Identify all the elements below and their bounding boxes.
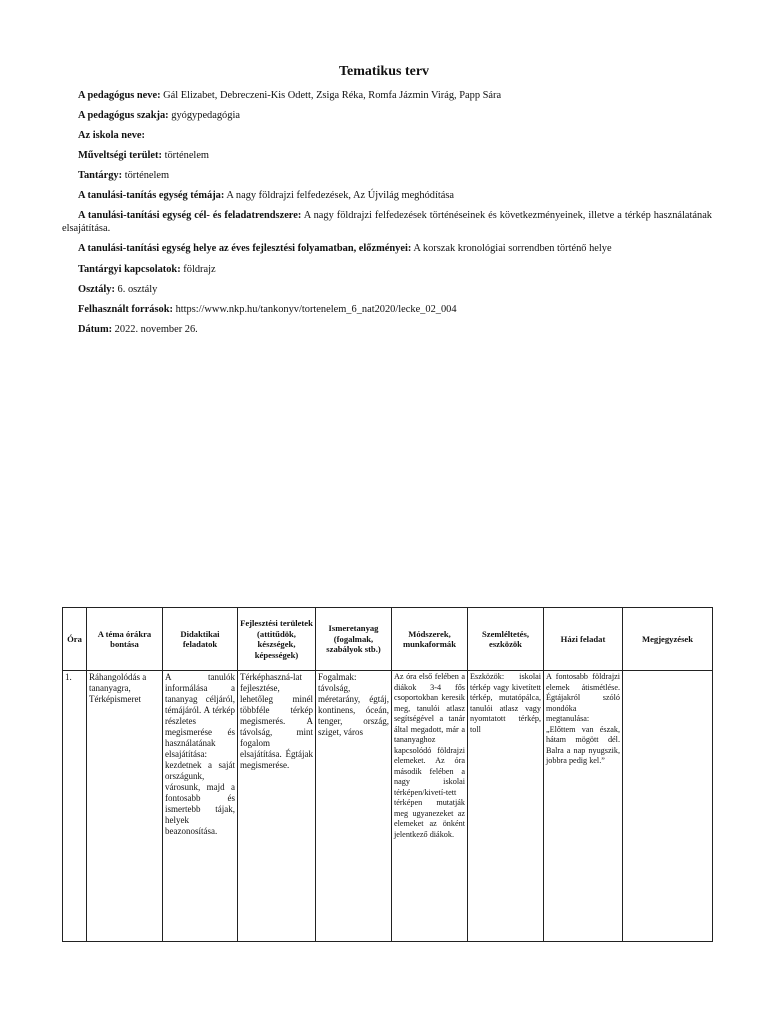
sources — [78, 303, 712, 316]
unit-goals — [62, 209, 712, 235]
unit-place — [78, 242, 712, 255]
header-fejlesztesi: Fejlesztési területek (attitűdök, készségek, képességek) — [238, 608, 316, 671]
teacher-names-value: Gál Elizabet, Debreczeni-Kis Odett, Zsiga Réka, Romfa Jázmin Virág, Papp Sára — [163, 90, 502, 101]
grade-label: Osztály: — [78, 284, 115, 295]
subject-field — [78, 149, 712, 162]
header-hazi: Házi feladat — [544, 608, 623, 671]
subject-field-value: történelem — [164, 150, 210, 161]
unit-place-value: A korszak kronológiai sorrendben történő helye — [413, 243, 612, 254]
teacher-specialty — [78, 109, 712, 122]
header-ismeretanyag: Ismeretanyag (fogalmak, szabályok stb.) — [316, 608, 392, 671]
cell-modszerek: Az óra első felében a diákok 3-4 fős csoportokban keresik meg, tanulói atlasz segítségével a tanár által megadott, már a tananyaghoz kapcsolódó földrajzi elemeket. Az óra második felében a nagy iskolai térképen/kivetí-tett térképen mutatják meg ugyanezeket az elemeket az önként jelentkező diákok. — [392, 671, 468, 942]
teacher-names-label: A pedagógus neve: — [78, 90, 161, 101]
teacher-specialty-value: gyógypedagógia — [171, 110, 240, 121]
sources-label: Felhasznált források: — [78, 304, 173, 315]
cell-ora: 1. — [63, 671, 87, 942]
subject — [78, 169, 712, 182]
teacher-names — [78, 89, 712, 102]
unit-topic-value: A nagy földrajzi felfedezések, Az Újvilág meghódítása — [226, 190, 455, 201]
sources-value: https://www.nkp.hu/tankonyv/tortenelem_6_nat2020/lecke_02_004 — [175, 304, 457, 315]
lesson-plan-table — [62, 607, 713, 942]
school-name — [78, 129, 712, 142]
unit-goals-value: A nagy földrajzi felfedezések történéseinek és következményeinek, illetve a térkép használatának elsajátítása. — [62, 210, 712, 234]
unit-topic — [78, 189, 712, 202]
unit-topic-label: A tanulási-tanítás egység témája: — [78, 190, 225, 201]
subject-relations-value: földrajz — [183, 264, 216, 275]
header-tema: A téma órákra bontása — [87, 608, 163, 671]
school-name-label: Az iskola neve: — [78, 130, 145, 141]
document-title: Tematikus terv — [338, 64, 430, 79]
cell-megjegyzes — [623, 671, 713, 942]
date — [78, 323, 712, 336]
cell-szemleltetes: Eszközök: iskolai térkép vagy kivetített térkép, mutatópálca, tanulói atlasz vagy nyomtatott térkép, toll — [468, 671, 544, 942]
subject-label: Tantárgy: — [78, 170, 123, 181]
table-header-row — [63, 608, 713, 671]
subject-value: történelem — [124, 170, 170, 181]
header-szemleltetes: Szemléltetés, eszközök — [468, 608, 544, 671]
date-label: Dátum: — [78, 324, 113, 335]
header-ora: Óra — [63, 608, 87, 671]
cell-ismeretanyag: Fogalmak: távolság, méretarány, égtáj, kontinens, óceán, tenger, ország, sziget, város — [316, 671, 392, 942]
cell-tema: Ráhangolódás a tananyagra, Térképismeret — [87, 671, 163, 942]
cell-didaktikai: A tanulók informálása a tananyag céljáról, témájáról. A térkép részletes megismerése és használatának elsajátítása: kezdetnek a saját országunk, városunk, majd a fontosabb és ismertebb tájak, helyek beazonosítása. — [163, 671, 238, 942]
subject-relations-label: Tantárgyi kapcsolatok: — [78, 264, 181, 275]
header-modszerek: Módszerek, munkaformák — [392, 608, 468, 671]
header-megjegyzes: Megjegyzések — [623, 608, 713, 671]
subject-relations — [78, 263, 712, 276]
grade — [78, 283, 712, 296]
grade-value: 6. osztály — [117, 284, 158, 295]
unit-place-label: A tanulási-tanítási egység helye az éves fejlesztési folyamatban, előzményei: — [78, 243, 412, 254]
cell-fejlesztesi: Térképhaszná-lat fejlesztése, lehetőleg minél többféle térkép megismerés. A távolság, mint fogalom elsajátítása. Égtájak megismerése. — [238, 671, 316, 942]
cell-hazi: A fontosabb földrajzi elemek átismétlése. Égtájakról szóló mondóka megtanulása: „Előttem van észak, hátam mögött dél. Balra a nap nyugszik, jobbra pedig kel.” — [544, 671, 623, 942]
header-didaktikai: Didaktikai feladatok — [163, 608, 238, 671]
table-row — [63, 671, 713, 942]
teacher-specialty-label: A pedagógus szakja: — [78, 110, 169, 121]
date-value: 2022. november 26. — [114, 324, 198, 335]
unit-goals-label: A tanulási-tanítási egység cél- és feladatrendszere: — [78, 210, 302, 221]
subject-field-label: Műveltségi terület: — [78, 150, 162, 161]
